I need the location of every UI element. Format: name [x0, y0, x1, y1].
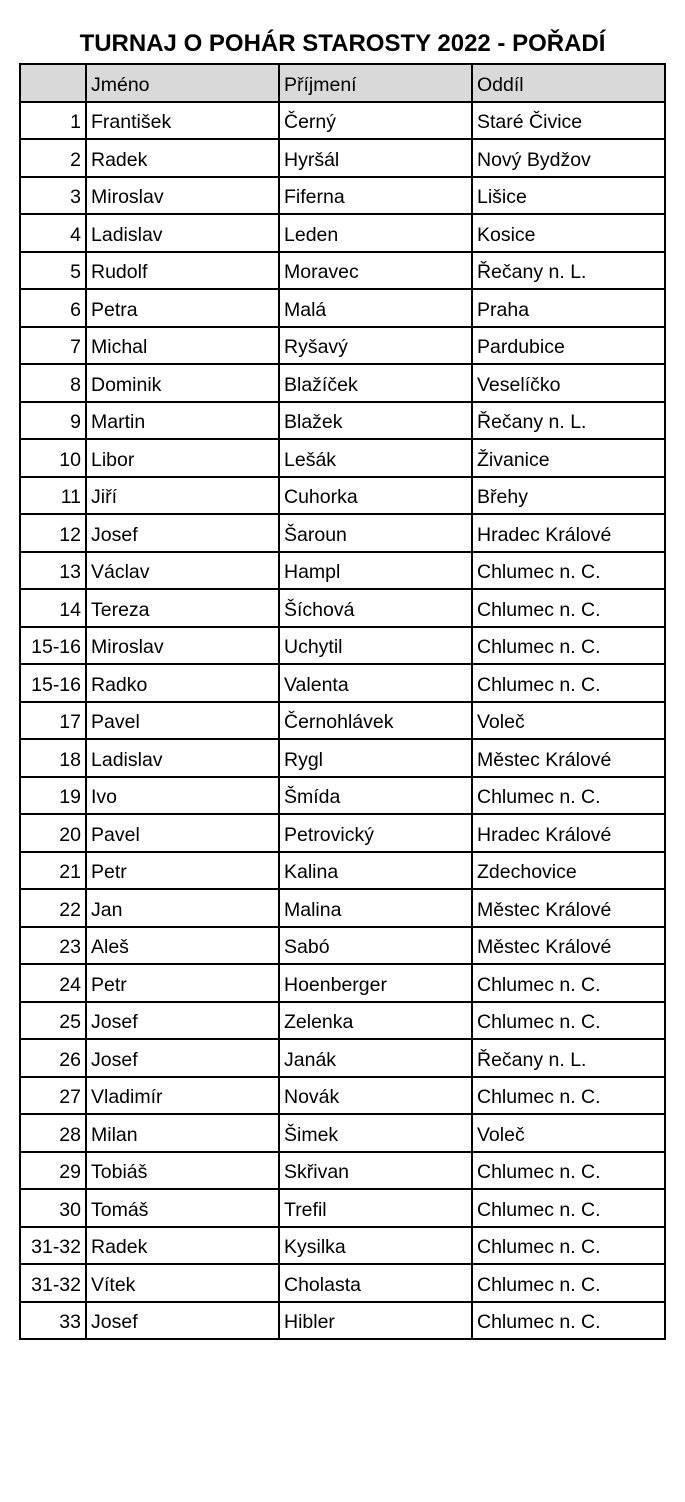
cell-surname: Trefil [279, 1189, 472, 1227]
cell-first-name: Libor [86, 439, 279, 477]
cell-club: Hradec Králové [472, 814, 665, 852]
page-title: TURNAJ O POHÁR STAROSTY 2022 - POŘADÍ [79, 30, 606, 57]
cell-club: Chlumec n. C. [472, 1152, 665, 1190]
cell-rank: 15-16 [20, 627, 86, 665]
cell-club: Chlumec n. C. [472, 664, 665, 702]
cell-first-name: Radek [86, 1227, 279, 1265]
cell-rank: 18 [20, 739, 86, 777]
cell-surname: Černohlávek [279, 702, 472, 740]
table-row [20, 627, 665, 665]
table-row [20, 327, 665, 365]
cell-rank: 13 [20, 552, 86, 590]
table-row [20, 552, 665, 590]
cell-surname: Janák [279, 1039, 472, 1077]
cell-club: Lišice [472, 177, 665, 215]
table-row [20, 1077, 665, 1115]
cell-rank: 25 [20, 1002, 86, 1040]
cell-first-name: Miroslav [86, 627, 279, 665]
cell-rank: 31-32 [20, 1227, 86, 1265]
table-row [20, 1002, 665, 1040]
cell-surname: Blažek [279, 402, 472, 440]
cell-club: Živanice [472, 439, 665, 477]
cell-surname: Cuhorka [279, 477, 472, 515]
cell-surname: Uchytil [279, 627, 472, 665]
cell-rank: 6 [20, 289, 86, 327]
cell-club: Chlumec n. C. [472, 1077, 665, 1115]
table-row [20, 214, 665, 252]
cell-first-name: Radko [86, 664, 279, 702]
cell-first-name: František [86, 102, 279, 140]
cell-first-name: Petr [86, 852, 279, 890]
cell-first-name: Radek [86, 139, 279, 177]
cell-first-name: Michal [86, 327, 279, 365]
results-table-body [20, 64, 665, 1339]
cell-first-name: Petr [86, 964, 279, 1002]
cell-club: Chlumec n. C. [472, 589, 665, 627]
cell-club: Chlumec n. C. [472, 552, 665, 590]
table-row [20, 477, 665, 515]
table-row [20, 889, 665, 927]
table-row [20, 1152, 665, 1190]
table-row [20, 1264, 665, 1302]
cell-surname: Šaroun [279, 514, 472, 552]
table-row [20, 252, 665, 290]
cell-club: Voleč [472, 1114, 665, 1152]
cell-first-name: Ladislav [86, 739, 279, 777]
cell-club: Řečany n. L. [472, 1039, 665, 1077]
cell-rank: 28 [20, 1114, 86, 1152]
cell-first-name: Milan [86, 1114, 279, 1152]
cell-rank: 14 [20, 589, 86, 627]
table-row [20, 289, 665, 327]
table-row [20, 589, 665, 627]
cell-surname: Hampl [279, 552, 472, 590]
table-row [20, 514, 665, 552]
cell-rank: 10 [20, 439, 86, 477]
cell-rank: 9 [20, 402, 86, 440]
cell-surname: Blažíček [279, 364, 472, 402]
cell-club: Chlumec n. C. [472, 1002, 665, 1040]
cell-surname: Malina [279, 889, 472, 927]
cell-first-name: Aleš [86, 927, 279, 965]
cell-club: Staré Čivice [472, 102, 665, 140]
cell-first-name: Václav [86, 552, 279, 590]
cell-club: Nový Bydžov [472, 139, 665, 177]
cell-rank: 26 [20, 1039, 86, 1077]
cell-surname: Moravec [279, 252, 472, 290]
table-row [20, 702, 665, 740]
cell-club: Městec Králové [472, 739, 665, 777]
cell-rank: 1 [20, 102, 86, 140]
table-row [20, 1189, 665, 1227]
table-row [20, 852, 665, 890]
header-club: Oddíl [472, 64, 665, 102]
cell-surname: Sabó [279, 927, 472, 965]
cell-club: Chlumec n. C. [472, 1302, 665, 1340]
cell-club: Praha [472, 289, 665, 327]
cell-club: Chlumec n. C. [472, 627, 665, 665]
cell-first-name: Tobiáš [86, 1152, 279, 1190]
cell-first-name: Dominik [86, 364, 279, 402]
table-row [20, 664, 665, 702]
cell-club: Hradec Králové [472, 514, 665, 552]
cell-first-name: Martin [86, 402, 279, 440]
cell-rank: 20 [20, 814, 86, 852]
cell-rank: 3 [20, 177, 86, 215]
cell-first-name: Ladislav [86, 214, 279, 252]
cell-surname: Hoenberger [279, 964, 472, 1002]
table-row [20, 964, 665, 1002]
cell-club: Kosice [472, 214, 665, 252]
cell-first-name: Vítek [86, 1264, 279, 1302]
cell-club: Voleč [472, 702, 665, 740]
cell-surname: Černý [279, 102, 472, 140]
cell-rank: 29 [20, 1152, 86, 1190]
cell-surname: Zelenka [279, 1002, 472, 1040]
cell-rank: 30 [20, 1189, 86, 1227]
cell-first-name: Tomáš [86, 1189, 279, 1227]
cell-club: Břehy [472, 477, 665, 515]
cell-club: Chlumec n. C. [472, 1189, 665, 1227]
cell-rank: 15-16 [20, 664, 86, 702]
cell-club: Městec Králové [472, 927, 665, 965]
cell-surname: Hyršál [279, 139, 472, 177]
cell-surname: Skřivan [279, 1152, 472, 1190]
table-row [20, 439, 665, 477]
cell-rank: 33 [20, 1302, 86, 1340]
cell-surname: Cholasta [279, 1264, 472, 1302]
cell-surname: Malá [279, 289, 472, 327]
cell-club: Řečany n. L. [472, 402, 665, 440]
cell-rank: 19 [20, 777, 86, 815]
cell-club: Chlumec n. C. [472, 964, 665, 1002]
cell-first-name: Jan [86, 889, 279, 927]
cell-first-name: Jiří [86, 477, 279, 515]
table-row [20, 739, 665, 777]
cell-rank: 8 [20, 364, 86, 402]
cell-rank: 7 [20, 327, 86, 365]
results-table [19, 63, 666, 1340]
cell-rank: 2 [20, 139, 86, 177]
table-row [20, 177, 665, 215]
cell-rank: 23 [20, 927, 86, 965]
cell-club: Veselíčko [472, 364, 665, 402]
cell-surname: Leden [279, 214, 472, 252]
cell-rank: 24 [20, 964, 86, 1002]
cell-surname: Šimek [279, 1114, 472, 1152]
cell-surname: Novák [279, 1077, 472, 1115]
header-rank [20, 64, 86, 102]
cell-surname: Ryšavý [279, 327, 472, 365]
cell-rank: 22 [20, 889, 86, 927]
table-row [20, 927, 665, 965]
cell-surname: Kysilka [279, 1227, 472, 1265]
table-row [20, 1302, 665, 1340]
cell-rank: 5 [20, 252, 86, 290]
cell-surname: Šíchová [279, 589, 472, 627]
cell-club: Chlumec n. C. [472, 777, 665, 815]
table-row [20, 777, 665, 815]
cell-club: Městec Králové [472, 889, 665, 927]
table-header-row [20, 64, 665, 102]
cell-surname: Fiferna [279, 177, 472, 215]
table-row [20, 1227, 665, 1265]
cell-first-name: Petra [86, 289, 279, 327]
table-row [20, 364, 665, 402]
cell-surname: Lešák [279, 439, 472, 477]
cell-first-name: Rudolf [86, 252, 279, 290]
cell-surname: Šmída [279, 777, 472, 815]
cell-club: Chlumec n. C. [472, 1227, 665, 1265]
cell-surname: Kalina [279, 852, 472, 890]
cell-rank: 11 [20, 477, 86, 515]
cell-first-name: Josef [86, 1002, 279, 1040]
header-surname: Příjmení [279, 64, 472, 102]
cell-surname: Rygl [279, 739, 472, 777]
table-row [20, 139, 665, 177]
cell-first-name: Josef [86, 514, 279, 552]
cell-rank: 21 [20, 852, 86, 890]
cell-rank: 17 [20, 702, 86, 740]
cell-first-name: Pavel [86, 814, 279, 852]
cell-surname: Petrovický [279, 814, 472, 852]
cell-first-name: Vladimír [86, 1077, 279, 1115]
table-row [20, 1114, 665, 1152]
table-row [20, 402, 665, 440]
cell-first-name: Pavel [86, 702, 279, 740]
cell-first-name: Ivo [86, 777, 279, 815]
cell-surname: Hibler [279, 1302, 472, 1340]
table-row [20, 814, 665, 852]
cell-first-name: Tereza [86, 589, 279, 627]
header-first-name: Jméno [86, 64, 279, 102]
cell-first-name: Josef [86, 1039, 279, 1077]
cell-rank: 4 [20, 214, 86, 252]
cell-club: Řečany n. L. [472, 252, 665, 290]
table-row [20, 1039, 665, 1077]
cell-club: Pardubice [472, 327, 665, 365]
cell-rank: 27 [20, 1077, 86, 1115]
cell-first-name: Miroslav [86, 177, 279, 215]
cell-first-name: Josef [86, 1302, 279, 1340]
cell-surname: Valenta [279, 664, 472, 702]
cell-rank: 12 [20, 514, 86, 552]
cell-club: Zdechovice [472, 852, 665, 890]
cell-rank: 31-32 [20, 1264, 86, 1302]
table-row [20, 102, 665, 140]
cell-club: Chlumec n. C. [472, 1264, 665, 1302]
